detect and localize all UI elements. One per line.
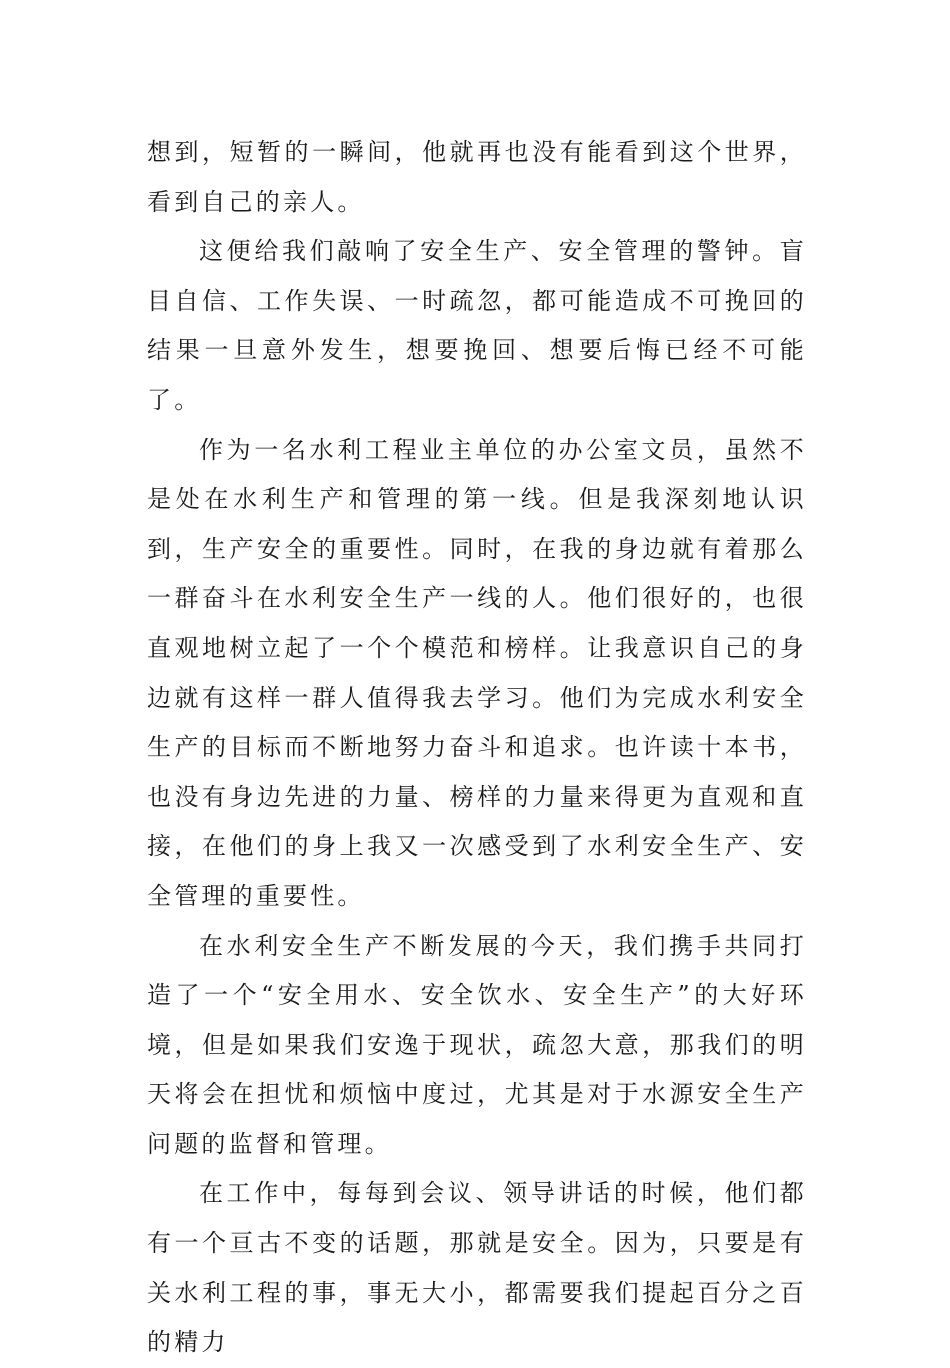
paragraph-office-clerk: 作为一名水利工程业主单位的办公室文员，虽然不是处在水利生产和管理的第一线。但是我深刻地认识到，生产安全的重要性。同时，在我的身边就有着那么一群奋斗在水利安全生产一线的人。他们很好的，也很直观地树立起了一个个模范和榜样。让我意识自己的身边就有这样一群人值得我去学习。他们为完成水利安全生产的目标而不断地努力奋斗和追求。也许读十本书，也没有身边先进的力量、榜样的力量来得更为直观和直接，在他们的身上我又一次感受到了水利安全生产、安全管理的重要性。 bbox=[147, 435, 807, 910]
paragraph-continuation: 想到，短暂的一瞬间，他就再也没有能看到这个世界，看到自己的亲人。 bbox=[147, 138, 807, 216]
paragraph-safe-environment: 在水利安全生产不断发展的今天，我们携手共同打造了一个“安全用水、安全饮水、安全生产”的大好环境，但是如果我们安逸于现状，疏忽大意，那我们的明天将会在担忧和烦恼中度过，尤其是对于水源安全生产问题的监督和管理。 bbox=[147, 931, 807, 1158]
paragraph-work-meetings: 在工作中，每每到会议、领导讲话的时候，他们都有一个亘古不变的话题，那就是安全。因为，只要是有关水利工程的事，事无大小，都需要我们提起百分之百的精力 bbox=[147, 1179, 807, 1357]
document-body bbox=[147, 128, 807, 1368]
paragraph-safety-alarm: 这便给我们敲响了安全生产、安全管理的警钟。盲目自信、工作失误、一时疏忽，都可能造成不可挽回的结果一旦意外发生，想要挽回、想要后悔已经不可能了。 bbox=[147, 237, 807, 414]
